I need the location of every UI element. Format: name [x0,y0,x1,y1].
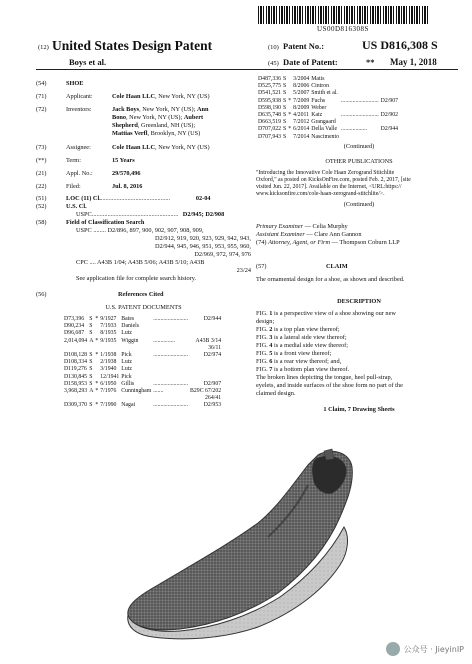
ref-inventor: Lutz [121,330,132,337]
ref-date: 9/1935 [100,337,117,344]
reference-row [64,402,223,409]
inventor-location: , Greenland, NH (US); [137,122,196,129]
ref-class [190,359,223,366]
title-shoe: SHOE [66,80,84,87]
ref-class: D2/944 [203,316,222,322]
ref-kind: S [89,380,93,387]
inventors-label: Inventors: [66,106,92,113]
ref-class [381,83,400,90]
leader-dots [341,134,381,141]
assistant-examiner-name: — Clare Ann Gannon [304,230,362,238]
classification-line: D2/969, 972, 974, 976 [194,251,251,258]
attorney-name: — Thompson Coburn LLP [330,238,400,246]
description-text: is a bottom plan view thereof. [272,365,350,373]
reference-row [258,112,400,119]
ref-star: * [95,388,99,395]
patent-number: US D816,308 S [362,38,438,52]
code-71: (71) [36,93,47,100]
ref-kind: S [283,97,287,104]
other-publications-label: OTHER PUBLICATIONS [325,157,393,165]
ref-inventor: Pick [121,352,132,359]
search-history-note: See application file for complete search history. [76,275,197,282]
assistant-examiner [256,231,462,239]
date-mark: ** [366,57,375,67]
ref-class: D2/944 [380,126,399,133]
description-text: is a front view thereof; [272,349,332,357]
ref-date [100,395,121,402]
description-line [256,334,462,342]
ref-number: 3,968,293 [64,388,88,395]
term-label: Term: [66,157,81,164]
ref-class: 264/41 [205,395,222,402]
description-text: FIG. [256,365,270,373]
leader-dots [153,345,190,352]
ref-star: * [95,316,99,322]
reference-row [64,330,223,337]
ref-inventor: Bates [121,316,135,322]
leader-dots [341,105,381,112]
description-text: FIG. [256,325,270,333]
description-text: FIG. [256,341,270,349]
ref-kind: S [89,352,93,359]
patent-no-label: Patent No.: [283,41,325,51]
ref-class [381,90,400,97]
ref-date: 8/1935 [100,330,117,337]
code-74: (74) [256,238,267,246]
us-docs-label: U.S. PATENT DOCUMENTS [105,304,182,311]
reference-row [64,395,223,402]
ref-inventor: Nascimento [311,133,339,140]
inventors-list [112,106,209,138]
ref-inventor: Della Valle [311,126,338,133]
leader-dots [341,90,381,97]
other-publications-body [256,170,462,199]
ref-kind: S [89,359,93,366]
ref-kind: S [89,323,93,330]
ref-number: D158,953 [64,380,88,387]
ref-class [381,76,400,83]
ref-kind: S [283,76,287,82]
applicant-name: Cole Haan LLC [112,93,156,100]
description-line [256,358,462,366]
applicant-line: Boys et al. [69,57,107,67]
ref-kind: S [283,104,287,111]
ref-kind: S [283,112,287,119]
assignee-label: Assignee: [66,144,91,151]
reference-row [258,119,400,126]
code-45: (45) [268,60,279,67]
description-text: The broken lines depicting the tongue, heel pull-strap, [256,373,393,381]
term-value: 15 Years [112,157,135,164]
description-line [256,326,462,334]
primary-examiner-label: Primary Examiner [256,222,304,230]
document-title: United States Design Patent [52,38,213,53]
ref-date: 7/1976 [100,388,117,395]
ref-class [381,105,400,112]
inventor-name: Ann [196,106,209,113]
shoe-drawing [118,445,368,640]
description-line [256,374,462,382]
ref-number: D635,748 [258,112,282,119]
ref-number: D90,234 [64,323,85,330]
ref-kind: S [283,90,287,97]
ref-date: 8/2009 [293,104,310,111]
classification-line: USPC ........ D2/896, 897, 900, 902, 907, 908, 909, [76,227,204,234]
ref-class: 36/11 [208,344,222,351]
publication-line: Oxford," as posted on KicksOnFire.com, posted Feb. 2, 2017, [site [256,177,411,184]
classification-line: D2/912, 919, 920, 923, 929, 942, 943, [154,235,251,242]
ref-class [381,134,400,141]
ref-number: D525,775 [258,83,282,90]
ref-number: D309,370 [64,402,88,409]
reference-row [64,374,223,381]
ref-kind: S [89,402,93,409]
ref-inventor: Daniels [121,323,140,330]
leader-dots: .......................... [340,97,379,104]
ref-number: D541,521 [258,90,282,97]
field-search-body [36,227,251,283]
ref-number: D73,396 [64,316,85,322]
leader-dots: ............................................ [100,195,171,202]
figure-number: 3 [269,333,273,341]
description-line [256,318,462,326]
leader-dots: ....................................................... [91,211,179,218]
ref-class: D2/974 [203,352,222,359]
ref-date: 2/1938 [100,359,117,366]
applicant-label: Applicant: [66,93,93,100]
wechat-icon [386,642,400,656]
watermark [386,642,464,656]
inventor-name: Shepherd [112,122,138,129]
reference-row [258,76,400,83]
ref-class [190,374,223,381]
figure-number: 2 [269,325,273,333]
ref-inventor: Gillis [121,380,135,387]
reference-row [64,316,223,323]
ref-class [190,366,223,373]
description-text: claimed design. [256,389,296,397]
ref-class: D2/907 [380,97,399,104]
inventor-name: Aubert [183,114,204,121]
leader-dots [341,119,381,126]
ref-kind: S [89,316,93,322]
ref-date [100,345,121,352]
ref-inventor: Lutz [121,366,132,373]
publication-line: www.kicksonfire.com/cole-haan-zerogrand-stitchlite/>. [256,191,385,198]
appl-no-value: 29/570,496 [112,170,141,177]
reference-row [258,105,400,112]
ref-number: D707,943 [258,133,282,140]
description-text: FIG. [256,357,270,365]
ref-number: D108,128 [64,352,88,359]
classification-line: 23/24 [236,267,251,274]
claims-summary: 1 Claim, 7 Drawing Sheets [323,405,395,413]
ref-number [64,395,89,402]
ref-star: * [95,380,99,387]
primary-examiner [256,223,462,231]
ref-number: D487,336 [258,76,282,82]
description-text: is a medial side view thereof; [272,341,348,349]
ref-date: 1/1938 [100,352,117,359]
description-line [256,390,462,398]
heel-tab [324,449,334,460]
figure-number: 1 [269,309,273,317]
reference-row [258,98,400,105]
date-label: Date of Patent: [283,57,338,67]
description-line [256,382,462,390]
uspc-label: USPC [76,211,92,218]
filed-value: Jul. 8, 2016 [112,183,143,190]
inventor-name: Jack Boys [112,106,140,113]
ref-kind: S [283,126,287,133]
ref-class: D2/902 [380,112,399,119]
filed-label: Filed: [66,183,81,190]
ref-kind: S [89,330,93,337]
inventor-name: Bono [112,114,126,121]
ref-number: D96,687 [64,330,85,337]
leader-dots [153,395,190,402]
ref-date: 6/2014 [293,126,310,133]
ref-class [381,119,400,126]
header-rule [36,69,458,70]
reference-row [64,366,223,373]
indent [36,211,76,219]
code-56: (56) [36,291,47,298]
ref-inventor: Matis [311,76,325,82]
description-text: is a top plan view thereof; [272,325,340,333]
figure-number: 5 [269,349,273,357]
ref-number: D595,938 [258,97,282,104]
right-column [256,76,462,414]
leader-dots [341,76,381,83]
reference-row [64,388,223,395]
figure-number: 6 [269,357,273,365]
leader-dots [153,359,190,366]
code-22: (22) [36,183,47,190]
ref-inventor: Lutz [121,359,132,366]
inventor-location: , New York, NY (US); [126,114,184,121]
description-text: FIG. [256,333,270,341]
description-text: is a rear view thereof; and, [272,357,342,365]
references-table [64,316,223,410]
ref-date: 4/2011 [293,112,310,119]
leader-dots: .......................... [340,112,379,119]
ref-inventor: Grangaard [311,119,336,126]
reference-row [64,338,223,345]
figure-number: 7 [269,365,273,373]
issue-date: May 1, 2018 [390,57,437,67]
ref-star: * [95,352,99,359]
description-text: is a lateral side view thereof; [272,333,347,341]
code-72: (72) [36,106,47,113]
watermark-text: 公众号 · JieyinIP [403,644,464,654]
references-table-continued [258,76,400,141]
leader-dots: ............... [153,337,175,344]
ref-number: D663,519 [258,119,282,126]
appl-no-label: Appl. No.: [66,170,93,177]
ref-inventor: Katz [311,112,323,119]
ref-date: 3/2004 [293,76,310,82]
attorney [256,239,462,247]
ref-class: B29C 67/202 [190,388,222,395]
ref-inventor: Fuchs [311,97,326,104]
ref-kind: S [283,83,287,90]
ref-date: 8/2006 [293,83,310,90]
attorney-label: Attorney, Agent, or Firm [268,238,331,246]
barcode [258,6,428,24]
leader-dots [153,374,190,381]
description-body [256,310,462,398]
code-57: (57) [256,262,267,270]
ref-kind: A [89,388,94,395]
ref-date: 7/2012 [293,119,310,126]
us-cl-value: D2/945; D2/908 [182,211,225,218]
ref-star: * [288,112,292,119]
assistant-examiner-label: Assistant Examiner [256,230,305,238]
ref-inventor: Cunningham [121,388,152,395]
code-58: (58) [36,219,47,226]
ref-number: D130,845 [64,373,88,380]
assignee-location: , New York, NY (US) [155,144,210,151]
leader-dots: ........................ [153,402,189,409]
figure-number: 4 [269,341,273,349]
ref-number: D108,334 [64,359,88,366]
ref-class: D2/953 [203,402,222,409]
applicant-location: , New York, NY (US) [155,93,210,100]
ref-inventor: Smith et al. [311,90,338,97]
primary-examiner-name: — Celia Murphy [303,222,348,230]
claim-heading: CLAIM [326,262,348,270]
leader-dots [153,323,190,330]
code-51: (51) [36,195,47,202]
field-search-label: Field of Classification Search [66,219,145,226]
leader-dots [153,330,190,337]
description-line [256,366,462,374]
reference-row [258,126,400,133]
classification-line: CPC .... A43B 1/04; A43B 5/06; A43B 5/10; A43B [76,259,205,266]
left-column [36,80,251,410]
reference-row [64,323,223,330]
ref-kind: S [89,373,93,380]
ref-class [190,330,223,337]
ref-inventor: Cintron [311,83,329,90]
reference-row [64,381,223,388]
ref-date: 6/1950 [100,380,117,387]
ref-number [64,345,89,352]
leader-dots: ....... [153,388,164,395]
ref-date: 7/2009 [293,97,310,104]
leader-dots [341,83,381,90]
reference-row [64,352,223,359]
ref-inventor: Weber [311,104,327,111]
ref-star: * [95,402,99,409]
code-term: (**) [36,157,47,164]
ref-class: A43B 3/14 [195,337,222,344]
ref-number: D598,190 [258,104,282,111]
us-cl-label: U.S. Cl. [66,203,87,210]
ref-number: 2,014,094 [64,337,88,344]
ref-date: 7/1933 [100,323,117,330]
ref-inventor: Nagai [121,402,136,409]
ref-kind: S [283,133,287,140]
reference-row [258,134,400,141]
leader-dots: ........................ [153,316,189,322]
loc-label: LOC (11) Cl. [66,195,101,202]
leader-dots: ........................ [153,380,189,387]
continued-label: (Continued) [343,142,375,150]
leader-dots [153,366,190,373]
ref-class [190,323,223,330]
code-54: (54) [36,80,47,87]
code-73: (73) [36,144,47,151]
shoe-illustration [118,445,368,640]
inventor-location: , Brooklyn, NY (US) [147,130,201,137]
ref-date: 9/1927 [100,316,117,322]
description-heading: DESCRIPTION [337,297,381,305]
ref-inventor: Pick [121,373,132,380]
description-line [256,350,462,358]
description-text: is a perspective view of a shoe showing our new [272,309,396,317]
description-text: FIG. [256,309,270,317]
ref-number: D707,022 [258,126,282,133]
reference-row [64,359,223,366]
barcode-number: US00D816308S [317,25,369,33]
description-text: design; [256,317,275,325]
inventor-location: , New York, NY (US); [139,106,197,113]
ref-inventor [121,395,153,402]
code-12: (12) [38,44,49,51]
claim-text: The ornamental design for a shoe, as shown and described. [256,275,405,283]
ref-inventor: Wiggin [121,337,139,344]
leader-dots: ........................ [153,352,189,359]
code-52: (52) [36,203,47,210]
ref-star: * [288,126,292,133]
ref-star: * [95,337,99,344]
ref-inventor [121,345,153,352]
code-10: (10) [268,44,279,51]
continued-label: (Continued) [343,200,375,208]
ref-class: D2/907 [203,380,222,387]
leader-dots: .................. [340,126,368,133]
ref-date: 3/1940 [100,366,117,373]
ref-date: 5/2007 [293,90,310,97]
description-line [256,310,462,318]
ref-kind: A [89,337,94,344]
assignee-name: Cole Haan LLC [112,144,156,151]
publication-line: "Introducing the Innovative Cole Haan Zerogrand Stitchlite [256,169,395,176]
ref-number: D119,276 [64,366,87,373]
publication-line: visited Jun. 22, 2017]. Available on the Internet, <URL:https:// [256,184,402,191]
reference-row [258,83,400,90]
ref-kind: S [283,119,287,126]
ref-date: 7/2014 [293,133,310,140]
references-label: References Cited [118,291,164,298]
reference-row [258,90,400,97]
classification-line: D2/944, 945, 946, 951, 953, 955, 960, [154,243,251,250]
reference-row [64,345,223,352]
loc-value: 02-04 [195,195,211,202]
description-text: FIG. [256,349,270,357]
ref-date: 7/1990 [100,402,117,409]
ref-kind: S [89,366,93,373]
code-21: (21) [36,170,47,177]
description-text: eyelets, and inside surfaces of the shoe form no part of the [256,381,403,389]
ref-date: 12/1941 [100,373,120,380]
ref-star: * [288,97,292,104]
inventor-name: Mattias Verfl [112,130,148,137]
description-line [256,342,462,350]
